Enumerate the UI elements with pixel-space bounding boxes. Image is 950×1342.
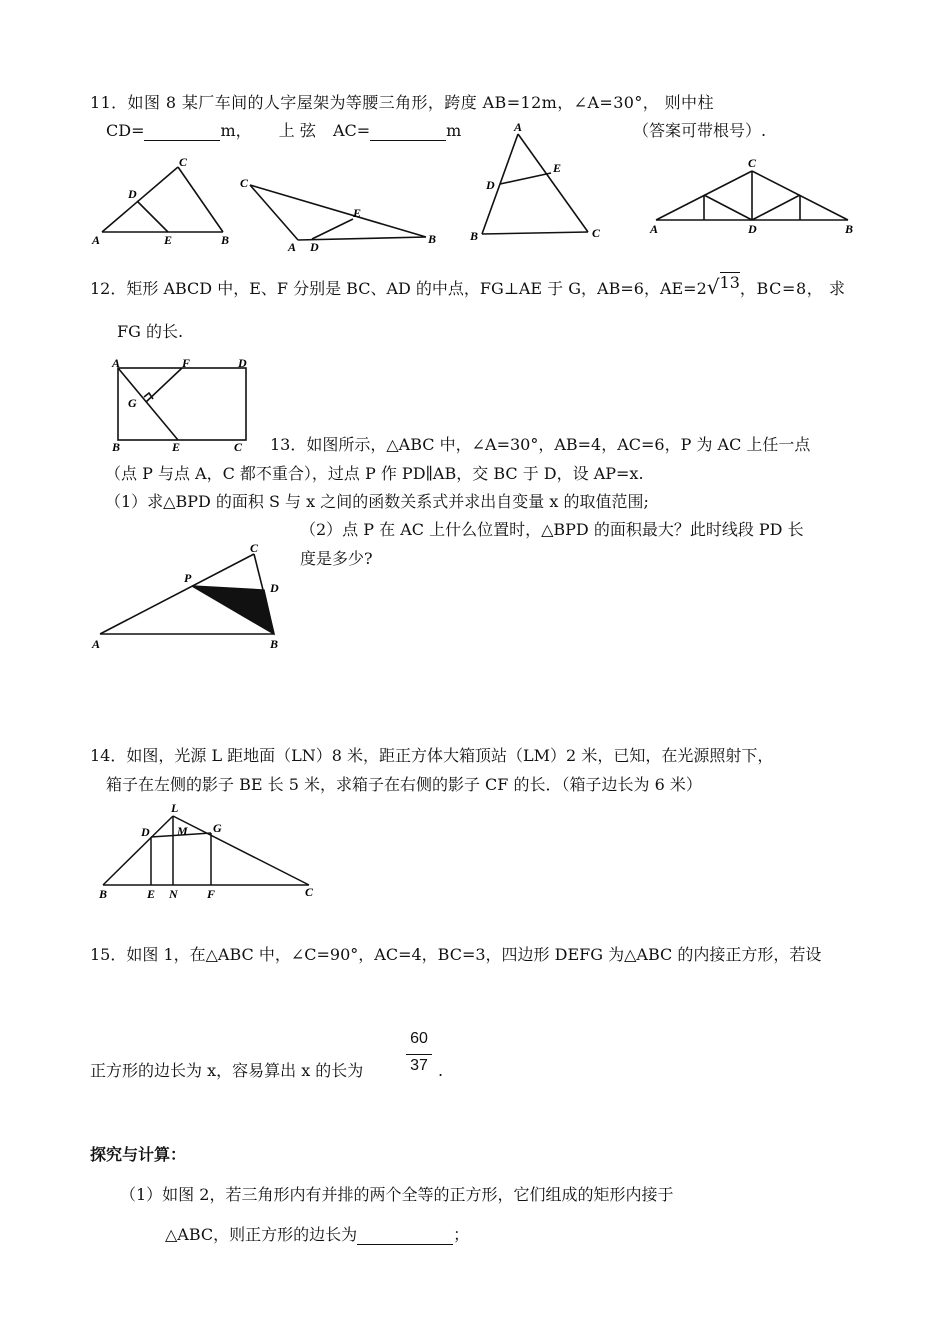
q13-line2: （点 P 与点 A，C 都不重合），过点 P 作 PD∥AB，交 BC 于 D，设 AP=x. bbox=[105, 464, 644, 483]
fraction-denominator: 37 bbox=[410, 1057, 428, 1074]
label-b: B bbox=[221, 233, 230, 247]
q15-line2: 正方形的边长为 x，容易算出 x 的长为 bbox=[90, 1061, 364, 1080]
label-n: N bbox=[169, 887, 178, 901]
shangxian-label: 上 弦 bbox=[278, 121, 316, 140]
label-c: C bbox=[240, 176, 249, 190]
label-e: E bbox=[164, 233, 173, 247]
unit-m-1: m， bbox=[220, 121, 252, 140]
label-d: D bbox=[486, 178, 495, 192]
q13-part1: （1）求△BPD 的面积 S 与 x 之间的函数关系式并求出自变量 x 的取值范围; bbox=[105, 492, 649, 511]
label-e: E bbox=[147, 887, 156, 901]
ac-answer-blank[interactable] bbox=[370, 126, 446, 141]
q15-line1: 15．如图 1，在△ABC 中，∠C=90°，AC=4，BC=3，四边形 DEFG 为△ABC 的内接正方形，若设 bbox=[90, 945, 822, 964]
figure-obtuse-triangle bbox=[236, 175, 446, 255]
label-a: A bbox=[514, 120, 523, 134]
q11-line2 bbox=[106, 121, 461, 141]
q12-line2: FG 的长. bbox=[117, 322, 184, 341]
label-a: A bbox=[650, 222, 659, 236]
label-a: A bbox=[92, 637, 101, 651]
label-b: B bbox=[428, 232, 437, 246]
label-f: F bbox=[182, 356, 191, 370]
sqrt-radicand: 13 bbox=[719, 273, 740, 292]
explore-heading: 探究与计算： bbox=[90, 1145, 187, 1164]
label-p: P bbox=[184, 571, 192, 585]
label-e: E bbox=[553, 161, 562, 175]
unit-m-2: m bbox=[446, 121, 462, 140]
label-d: D bbox=[238, 356, 247, 370]
q13-part2-b: 度是多少? bbox=[300, 549, 373, 568]
square-side-answer-blank[interactable] bbox=[357, 1230, 453, 1245]
label-d: D bbox=[310, 240, 319, 254]
figure-triangle-de-1 bbox=[90, 155, 235, 250]
figure-light-box bbox=[95, 800, 325, 900]
label-c: C bbox=[179, 155, 188, 169]
q12-text-b: ，BC=8， 求 bbox=[739, 279, 846, 298]
label-f: F bbox=[207, 887, 216, 901]
label-a: A bbox=[112, 356, 121, 370]
label-c: C bbox=[748, 156, 757, 170]
explore-p1-text: △ABC，则正方形的边长为 bbox=[165, 1225, 358, 1244]
explore-p1-end: ； bbox=[453, 1225, 470, 1244]
label-e: E bbox=[353, 206, 362, 220]
q14-line2: 箱子在左侧的影子 BE 长 5 米，求箱子在右侧的影子 CF 的长．（箱子边长为 6 米） bbox=[106, 775, 702, 794]
sqrt-sign: √ bbox=[706, 275, 720, 299]
label-d: D bbox=[141, 825, 150, 839]
cd-answer-blank[interactable] bbox=[144, 126, 220, 141]
cd-label: CD= bbox=[106, 121, 145, 140]
label-b: B bbox=[112, 440, 121, 454]
label-l: L bbox=[171, 801, 179, 815]
label-a: A bbox=[92, 233, 101, 247]
label-b: B bbox=[270, 637, 279, 651]
label-d: D bbox=[128, 187, 137, 201]
explore-p1-line1: （1）如图 2，若三角形内有并排的两个全等的正方形，它们组成的矩形内接于 bbox=[120, 1185, 674, 1204]
label-b: B bbox=[99, 887, 108, 901]
label-c: C bbox=[250, 541, 259, 555]
q12-line1 bbox=[90, 273, 846, 299]
label-m: M bbox=[177, 824, 188, 838]
q12-text-a: 12．矩形 ABCD 中，E、F 分别是 BC、AD 的中点，FG⊥AE 于 G，AB=6，AE=2 bbox=[90, 279, 707, 298]
q11-note: （答案可带根号）. bbox=[633, 121, 767, 140]
fraction-bar bbox=[406, 1054, 432, 1055]
label-e: E bbox=[172, 440, 181, 454]
label-c: C bbox=[305, 885, 314, 899]
label-c: C bbox=[234, 440, 243, 454]
figure-rectangle-abcd bbox=[110, 355, 255, 455]
label-d: D bbox=[748, 222, 757, 236]
label-g: G bbox=[213, 821, 222, 835]
label-a: A bbox=[288, 240, 297, 254]
fraction-numerator: 60 bbox=[410, 1030, 428, 1047]
figure-roof-truss bbox=[648, 155, 863, 237]
label-g: G bbox=[128, 396, 137, 410]
label-b: B bbox=[845, 222, 854, 236]
q13-part2-a: （2）点 P 在 AC 上什么位置时，△BPD 的面积最大？此时线段 PD 长 bbox=[300, 520, 804, 539]
label-c: C bbox=[592, 226, 601, 240]
ac-label: AC= bbox=[332, 121, 371, 140]
q14-line1: 14．如图，光源 L 距地面（LN）8 米，距正方体大箱顶站（LM）2 米，已知，在光源照射下， bbox=[90, 746, 774, 765]
figure-shaded-triangle bbox=[90, 540, 290, 655]
q13-line1: 13．如图所示，△ABC 中，∠A=30°，AB=4，AC=6，P 为 AC 上任一点 bbox=[270, 435, 811, 454]
label-d: D bbox=[270, 581, 279, 595]
q15-end: . bbox=[438, 1061, 444, 1080]
q11-line1: 11．如图 8 某厂车间的人字屋架为等腰三角形，跨度 AB=12m，∠A=30°， 则中柱 bbox=[90, 93, 714, 112]
label-b: B bbox=[470, 229, 479, 243]
explore-p1-line2 bbox=[165, 1225, 469, 1245]
shaded-triangle-bpd bbox=[192, 586, 274, 634]
figure-tall-triangle bbox=[468, 122, 608, 247]
